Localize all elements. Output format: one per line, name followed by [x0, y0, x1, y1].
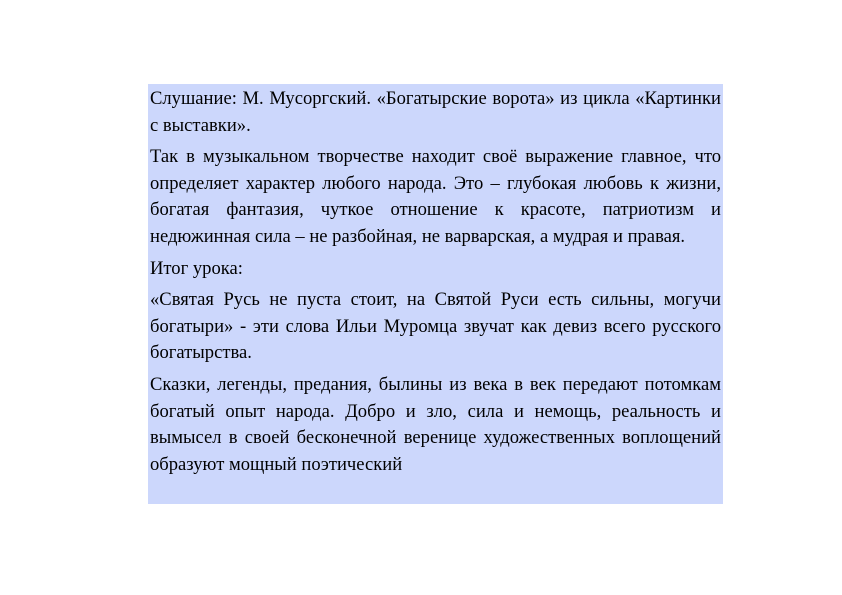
paragraph-tales-legends: Сказки, легенды, предания, былины из века в век передают потомкам богатый опыт народа. Добро и зло, сила и немощь, реальность и вымысел в своей бесконечной веренице художественных воплощений образуют мощный поэтический: [150, 373, 721, 475]
paragraph-national-character: Так в музыкальном творчестве находит своё выражение главное, что определяет характер любого народа. Это – глубокая любовь к жизни, богатая фантазия, чуткое отношение к красоте, патриотизм и недюжинная сила – не разбойная, не варварская, а мудрая и правая.: [150, 146, 721, 247]
paragraph-lesson-summary-heading: Итог урока:: [150, 257, 243, 279]
paragraph-listening: Слушание: М. Мусоргский. «Богатырские ворота» из цикла «Картинки с выставки».: [150, 88, 721, 136]
paragraph-ilya-muromets-quote: «Святая Русь не пуста стоит, на Святой Руси есть сильны, могучи богатыри» - эти слова Ильи Муромца звучат как девиз всего русского богатырства.: [150, 289, 721, 364]
text-block: [148, 84, 723, 504]
